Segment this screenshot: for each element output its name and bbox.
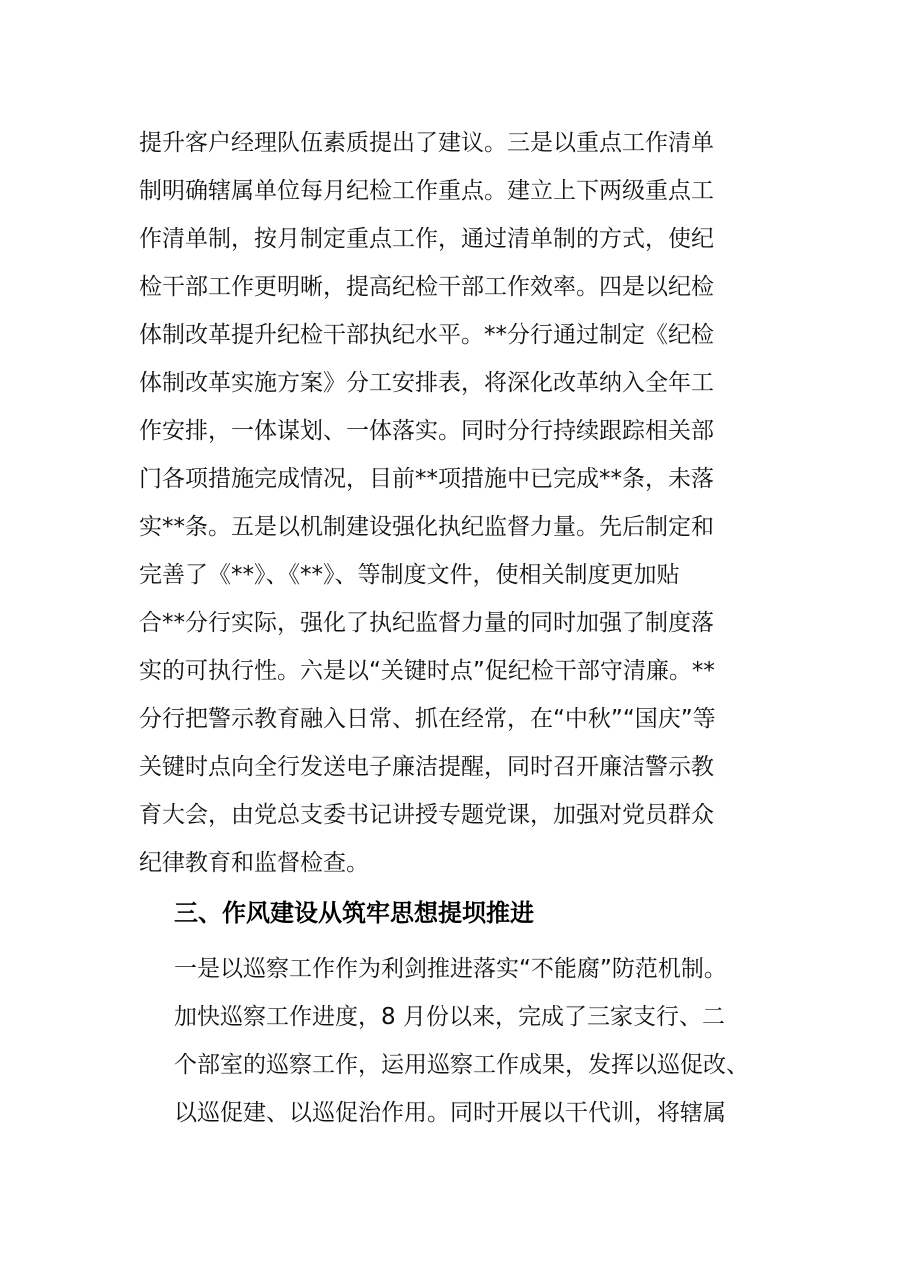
paragraph-1-line-10: 完善了《**》、《**》、等制度文件，使相关制度更加贴 xyxy=(139,562,680,588)
paragraph-1-line-6: 体制改革实施方案》分工安排表，将深化改革纳入全年工 xyxy=(139,370,714,396)
paragraph-1-line-2: 制明确辖属单位每月纪检工作重点。建立上下两级重点工 xyxy=(139,178,714,204)
paragraph-1-line-7: 作安排，一体谋划、一体落实。同时分行持续跟踪相关部 xyxy=(139,418,714,444)
paragraph-1-line-4: 检干部工作更明晰，提高纪检干部工作效率。四是以纪检 xyxy=(139,274,714,300)
paragraph-1-line-13: 分行把警示教育融入日常、抓在经常，在“中秋”“国庆”等 xyxy=(139,706,716,732)
paragraph-2-line-3: 个部室的巡察工作，运用巡察工作成果，发挥以巡促改、 xyxy=(174,1052,749,1078)
paragraph-1-line-8: 门各项措施完成情况，目前**项措施中已完成**条，未落 xyxy=(139,466,714,492)
section-heading: 三、作风建设从筑牢思想提坝推进 xyxy=(174,899,534,927)
paragraph-1-line-5: 体制改革提升纪检干部执纪水平。**分行通过制定《纪检 xyxy=(139,322,714,348)
paragraph-1-line-16: 纪律教育和监督检查。 xyxy=(139,850,369,876)
paragraph-1-line-14: 关键时点向全行发送电子廉洁提醒，同时召开廉洁警示教 xyxy=(139,754,714,780)
paragraph-1-line-9: 实**条。五是以机制建设强化执纪监督力量。先后制定和 xyxy=(139,514,714,540)
paragraph-2-line-2: 加快巡察工作进度，8 月份以来，完成了三家支行、二 xyxy=(174,1004,725,1030)
paragraph-2-line-4: 以巡促建、以巡促治作用。同时开展以干代训，将辖属 xyxy=(174,1100,726,1126)
paragraph-1-line-12: 实的可执行性。六是以“关键时点”促纪检干部守清廉。** xyxy=(139,658,715,684)
paragraph-2-line-1: 一是以巡察工作作为利剑推进落实“不能腐”防范机制。 xyxy=(174,956,727,982)
paragraph-1-line-15: 育大会，由党总支委书记讲授专题党课，加强对党员群众 xyxy=(139,802,714,828)
paragraph-1-line-1: 提升客户经理队伍素质提出了建议。三是以重点工作清单 xyxy=(139,130,714,156)
paragraph-1-line-3: 作清单制，按月制定重点工作，通过清单制的方式，使纪 xyxy=(139,226,714,252)
paragraph-1-line-11: 合**分行实际，强化了执纪监督力量的同时加强了制度落 xyxy=(139,610,714,636)
